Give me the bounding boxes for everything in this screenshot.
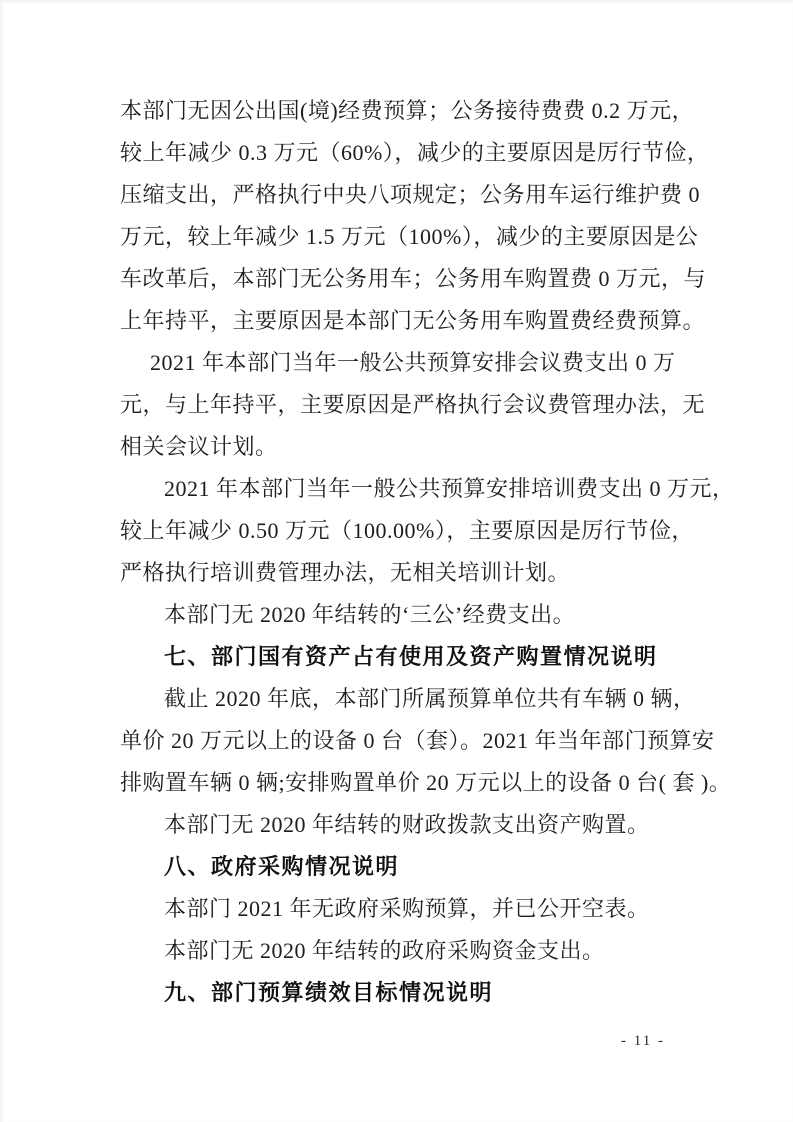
document-line: 2021 年本部门当年一般公共预算安排会议费支出 0 万 bbox=[150, 350, 676, 375]
document-line: 排购置车辆 0 辆;安排购置单价 20 万元以上的设备 0 台( 套 )。 bbox=[120, 770, 732, 795]
document-line: 严格执行培训费管理办法，无相关培训计划。 bbox=[120, 560, 571, 585]
document-line: 本部门 2021 年无政府采购预算，并已公开空表。 bbox=[164, 896, 650, 921]
heading-section-9-performance-targets: 九、部门预算绩效目标情况说明 bbox=[164, 980, 494, 1005]
document-body bbox=[120, 90, 735, 1014]
document-line: 单价 20 万元以上的设备 0 台（套）。2021 年当年部门预算安 bbox=[120, 728, 715, 753]
document-line: 较上年减少 0.50 万元（100.00%），主要原因是厉行节俭， bbox=[120, 518, 694, 543]
document-line: 上年持平，主要原因是本部门无公务用车购置费经费预算。 bbox=[120, 308, 706, 333]
heading-section-8-procurement: 八、政府采购情况说明 bbox=[164, 854, 400, 879]
document-line: 本部门无 2020 年结转的‘三公’经费支出。 bbox=[164, 602, 576, 627]
document-line: 截止 2020 年底，本部门所属预算单位共有车辆 0 辆， bbox=[164, 686, 696, 711]
document-line: 元，与上年持平，主要原因是严格执行会议费管理办法，无 bbox=[120, 392, 706, 417]
document-line: 压缩支出，严格执行中央八项规定；公务用车运行维护费 0 bbox=[120, 182, 701, 207]
heading-section-7-state-assets: 七、部门国有资产占有使用及资产购置情况说明 bbox=[164, 644, 658, 669]
document-line: 车改革后，本部门无公务用车；公务用车购置费 0 万元，与 bbox=[120, 266, 707, 291]
document-line: 本部门无 2020 年结转的财政拨款支出资产购置。 bbox=[164, 812, 650, 837]
document-line: 相关会议计划。 bbox=[120, 434, 278, 459]
document-line: 较上年减少 0.3 万元（60%），减少的主要原因是厉行节俭， bbox=[120, 140, 710, 165]
document-line: 本部门无 2020 年结转的政府采购资金支出。 bbox=[164, 938, 605, 963]
document-line: 本部门无因公出国(境)经费预算；公务接待费费 0.2 万元， bbox=[120, 98, 695, 123]
document-line: 万元，较上年减少 1.5 万元（100%），减少的主要原因是公 bbox=[120, 224, 699, 249]
document-line: 2021 年本部门当年一般公共预算安排培训费支出 0 万元， bbox=[164, 476, 735, 501]
page-number: - 11 - bbox=[621, 1033, 665, 1049]
